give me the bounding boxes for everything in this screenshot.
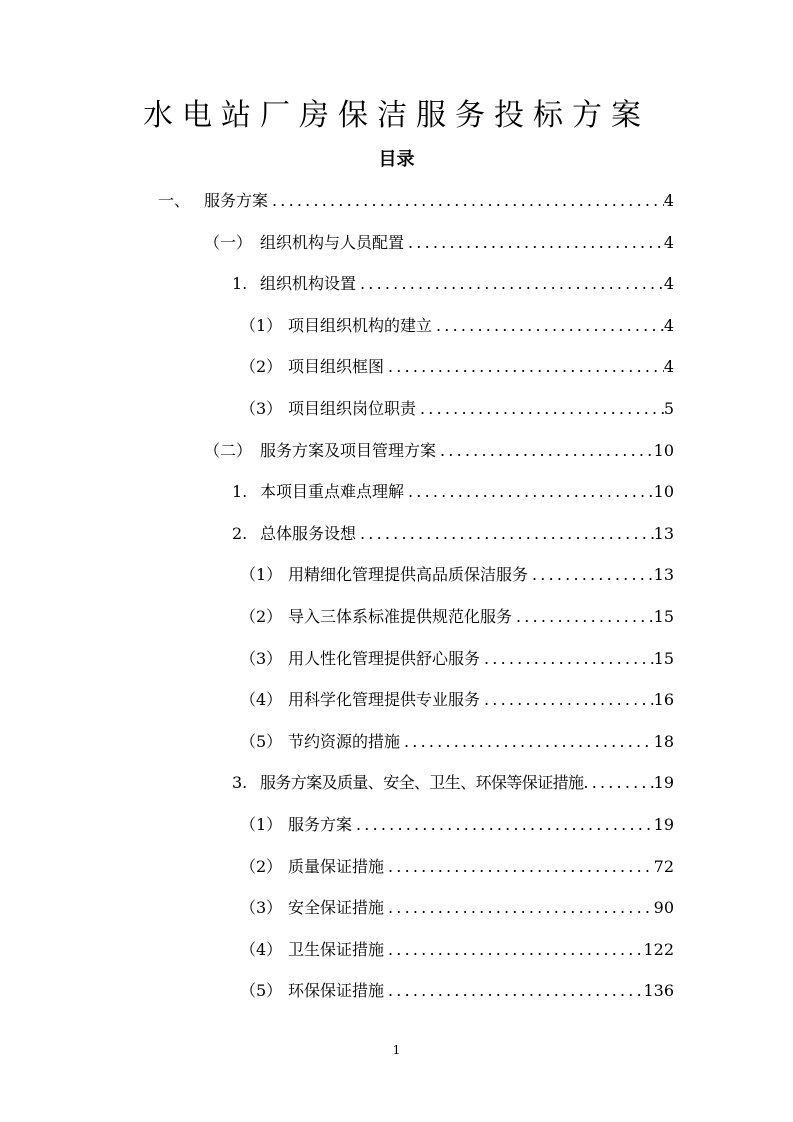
- toc-dot-leader: [436, 438, 654, 464]
- toc-entry-page: 4: [663, 315, 674, 335]
- toc-entry-title: 总体服务设想: [260, 523, 357, 543]
- toc-entry-number: （5）: [240, 731, 283, 751]
- toc-dot-leader: [356, 521, 654, 547]
- toc-entry-level4[interactable]: [240, 812, 674, 838]
- toc-dot-leader: [432, 313, 664, 339]
- toc-entry-title: 环保保证措施: [288, 981, 385, 1001]
- toc-entry-number: （二）: [204, 440, 253, 460]
- toc-entry-level3[interactable]: [232, 521, 674, 547]
- toc-entry-number: （1）: [240, 565, 283, 585]
- toc-entry-title: 项目组织框图: [288, 357, 385, 377]
- toc-entry-number: （3）: [240, 399, 283, 418]
- toc-entry-number: 1.: [232, 274, 248, 294]
- toc-entry-title: 组织机构与人员配置: [260, 232, 405, 252]
- toc-entry-page: 4: [663, 191, 674, 210]
- toc-dot-leader: [404, 479, 654, 505]
- toc-entry-number: （一）: [204, 232, 253, 252]
- toc-entry-number: （1）: [240, 315, 283, 335]
- toc-entry-level4[interactable]: [240, 313, 674, 339]
- document-title: 水电站厂房保洁服务投标方案: [143, 98, 650, 133]
- toc-entry-level4[interactable]: [240, 937, 674, 963]
- toc-entry-level4[interactable]: [240, 729, 674, 755]
- toc-dot-leader: [480, 687, 654, 713]
- toc-entry-title: 组织机构设置: [260, 274, 357, 294]
- toc-entry-level4[interactable]: [240, 687, 674, 713]
- toc-entry-page: 72: [653, 856, 674, 876]
- toc-entry-number: （4）: [240, 690, 283, 710]
- toc-entry-level4[interactable]: [240, 895, 674, 921]
- toc-entry-page: 136: [643, 981, 674, 1001]
- toc-entry-page: 10: [653, 482, 674, 502]
- toc-dot-leader: [416, 396, 664, 422]
- toc-dot-leader: [583, 770, 653, 796]
- toc-entry-level4[interactable]: [240, 396, 674, 422]
- toc-dot-leader: [404, 230, 664, 256]
- toc-entry-page: 13: [653, 565, 674, 585]
- toc-entry-number: （5）: [240, 981, 283, 1001]
- toc-entry-level4[interactable]: [240, 854, 674, 880]
- toc-entry-title: 质量保证措施: [288, 856, 385, 876]
- toc-entry-title: 用人性化管理提供舒心服务: [288, 648, 481, 668]
- toc-entry-level3[interactable]: [232, 479, 674, 505]
- toc-entry-page: 19: [653, 815, 674, 834]
- toc-entry-page: 13: [653, 523, 674, 543]
- toc-heading: 目录: [378, 149, 415, 170]
- toc-entry-level4[interactable]: [240, 978, 674, 1004]
- toc-entry-number: 2.: [232, 523, 248, 543]
- toc-dot-leader: [384, 854, 654, 880]
- toc-entry-number: （2）: [240, 856, 283, 876]
- toc-dot-leader: [384, 978, 643, 1004]
- toc-entry-number: （3）: [240, 648, 283, 668]
- toc-dot-leader: [384, 354, 664, 380]
- toc-entry-title: 项目组织岗位职责: [288, 399, 417, 418]
- toc-entry-title: 导入三体系标准提供规范化服务: [288, 607, 513, 626]
- toc-entry-page: 15: [653, 607, 674, 626]
- toc-dot-leader: [512, 604, 654, 630]
- toc-dot-leader: [528, 562, 654, 588]
- toc-entry-title: 用科学化管理提供专业服务: [288, 690, 481, 710]
- toc-entry-page: 4: [663, 357, 674, 377]
- toc-entry-title: 安全保证措施: [288, 898, 385, 918]
- toc-dot-leader: [356, 271, 664, 297]
- toc-entry-level4[interactable]: [240, 562, 674, 588]
- toc-dot-leader: [384, 895, 654, 921]
- toc-entry-title: 服务方案: [288, 815, 353, 834]
- toc-entry-number: （1）: [240, 815, 283, 834]
- toc-entry-page: 90: [653, 898, 674, 918]
- toc-entry-title: 用精细化管理提供高品质保洁服务: [288, 565, 529, 585]
- toc-entry-level4[interactable]: [240, 354, 674, 380]
- toc-entry-number: （2）: [240, 357, 283, 377]
- toc-entry-page: 122: [643, 939, 674, 959]
- toc-entry-page: 19: [653, 773, 674, 793]
- toc-dot-leader: [400, 729, 654, 755]
- toc-entry-number: 一、: [158, 191, 191, 210]
- toc-entry-title: 服务方案: [204, 191, 269, 210]
- toc-entry-level1[interactable]: [158, 188, 674, 214]
- toc-entry-page: 5: [663, 399, 674, 418]
- toc-entry-level2[interactable]: [204, 438, 674, 464]
- toc-entry-title: 服务方案及项目管理方案: [260, 440, 437, 460]
- toc-entry-page: 4: [663, 274, 674, 294]
- toc-entry-number: （4）: [240, 939, 283, 959]
- toc-entry-page: 10: [653, 440, 674, 460]
- toc-entry-title: 项目组织机构的建立: [288, 315, 433, 335]
- toc-entry-page: 16: [653, 690, 674, 710]
- page-number: 1: [392, 1043, 401, 1057]
- toc-dot-leader: [268, 188, 664, 214]
- toc-entry-page: 15: [653, 648, 674, 668]
- toc-entry-level4[interactable]: [240, 604, 674, 630]
- toc-entry-title: 卫生保证措施: [288, 939, 385, 959]
- toc-entry-number: （2）: [240, 607, 283, 626]
- toc-entry-title: 服务方案及质量、安全、卫生、环保等保证措施: [260, 773, 584, 793]
- toc-entry-level2[interactable]: [204, 230, 674, 256]
- toc-entry-level3[interactable]: [232, 770, 674, 796]
- toc-dot-leader: [480, 646, 654, 672]
- toc-entry-title: 节约资源的措施: [288, 731, 401, 751]
- toc-entry-page: 18: [653, 731, 674, 751]
- toc-entry-number: 3.: [232, 773, 248, 793]
- toc-entry-level3[interactable]: [232, 271, 674, 297]
- toc-entry-number: （3）: [240, 898, 283, 918]
- toc-dot-leader: [352, 812, 654, 838]
- toc-entry-title: 本项目重点难点理解: [260, 482, 405, 502]
- toc-entry-number: 1.: [232, 482, 248, 502]
- toc-entry-level4[interactable]: [240, 646, 674, 672]
- toc-entry-page: 4: [663, 232, 674, 252]
- toc-dot-leader: [384, 937, 643, 963]
